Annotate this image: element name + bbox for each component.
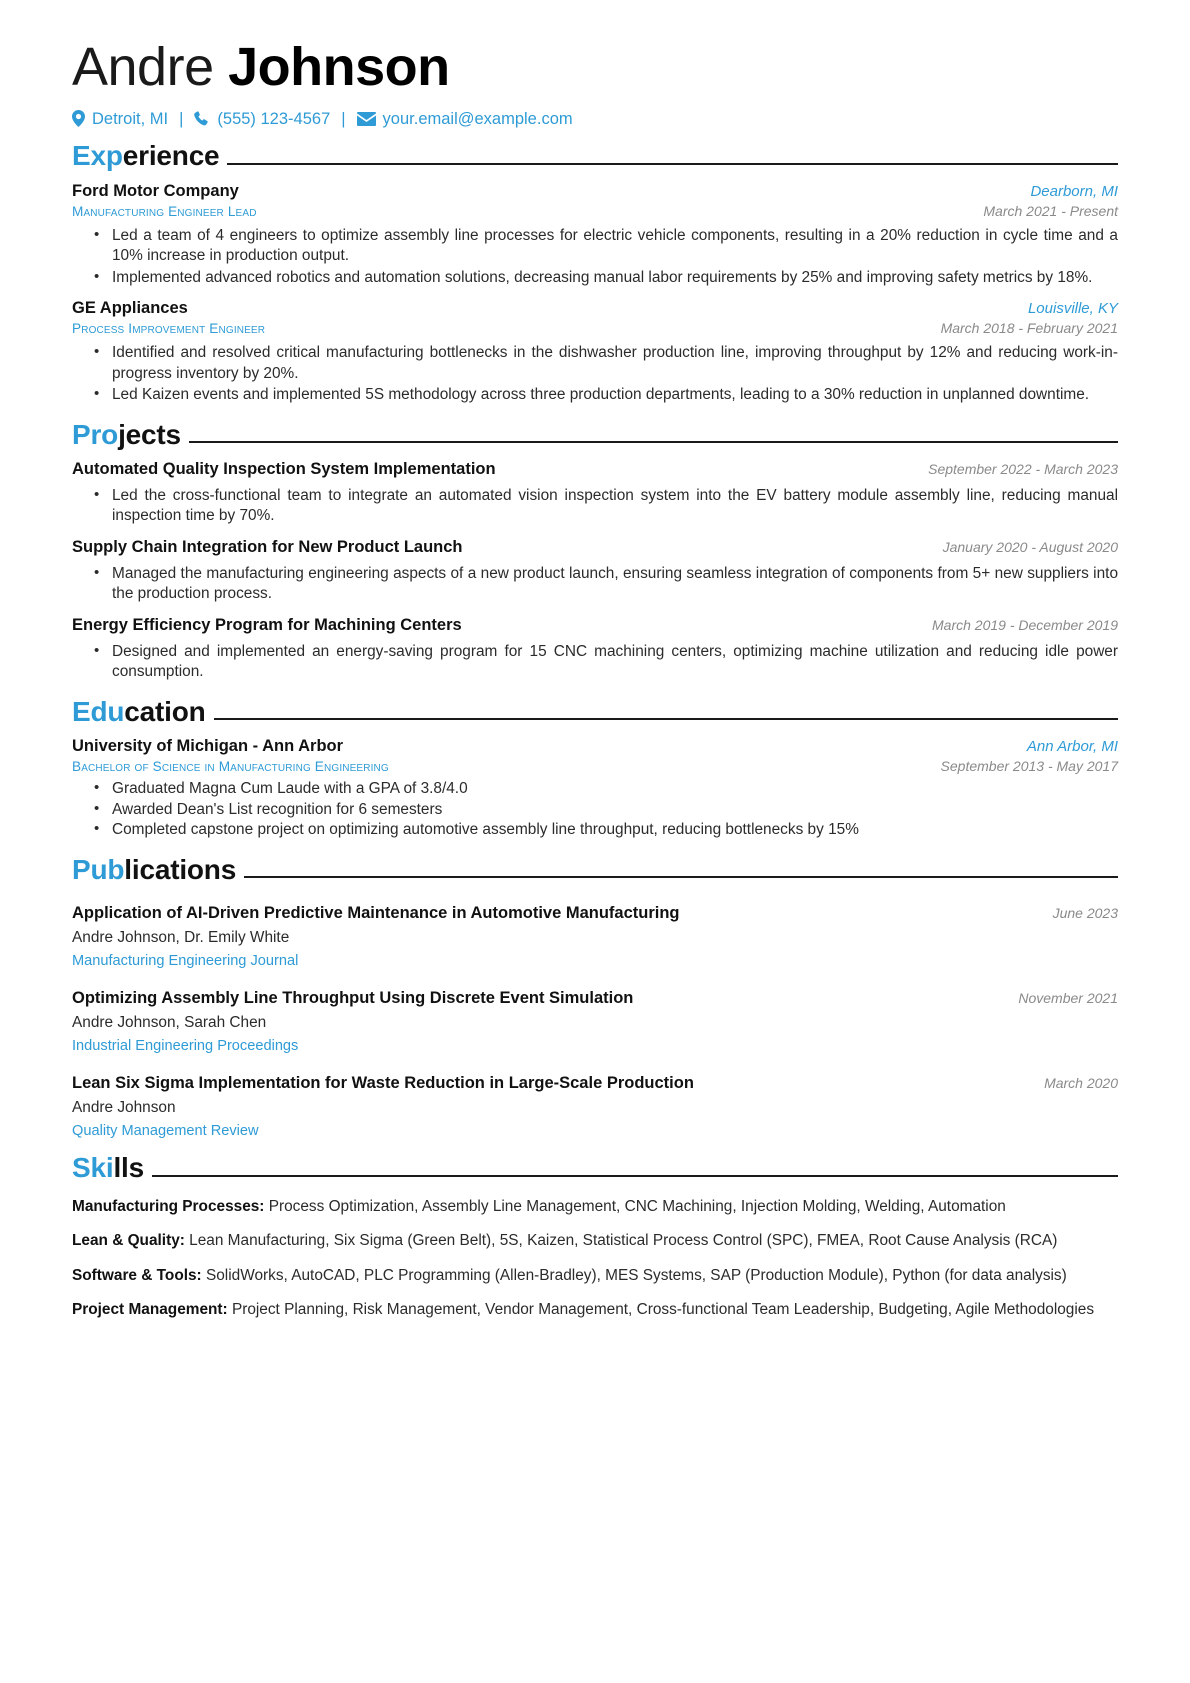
publication-journal: Industrial Engineering Proceedings	[72, 1038, 299, 1055]
publication-date: June 2023	[1052, 905, 1118, 922]
section-title-highlight: Pro	[72, 418, 119, 450]
publication-journal: Quality Management Review	[72, 1123, 259, 1140]
contact-separator-1: |	[179, 109, 184, 128]
envelope-icon	[357, 112, 376, 126]
project-name: Energy Efficiency Program for Machining Centers	[72, 615, 462, 634]
section-rule	[152, 1175, 1118, 1177]
publication-date: March 2020	[1044, 1075, 1118, 1092]
project-name: Supply Chain Integration for New Product Launch	[72, 537, 463, 556]
experience-organization: Ford Motor Company	[72, 181, 239, 200]
experience-bullet-list	[72, 343, 1118, 405]
skill-group	[72, 1266, 1118, 1286]
section-heading-experience	[72, 141, 1118, 170]
experience-entry	[72, 182, 1118, 288]
publication-title: Optimizing Assembly Line Throughput Using Discrete Event Simulation	[72, 989, 634, 1008]
skill-category: Lean & Quality:	[72, 1232, 185, 1250]
section-title-skills	[72, 1153, 144, 1182]
publication-title: Application of AI-Driven Predictive Maintenance in Automotive Manufacturing	[72, 904, 680, 923]
publication-entry	[72, 1074, 1118, 1139]
section-skills	[72, 1153, 1118, 1320]
experience-dates: March 2021 - Present	[983, 202, 1118, 219]
list-item: • Identified and resolved critical manufacturing bottlenecks in the dishwasher production line, improving throughput by 12% and reducing work-in-progress inventory by 20%.	[110, 343, 1118, 384]
section-rule	[244, 876, 1118, 878]
contact-separator-2: |	[341, 109, 346, 128]
skill-group	[72, 1300, 1118, 1320]
skill-items: Lean Manufacturing, Six Sigma (Green Belt), 5S, Kaizen, Statistical Process Control (SPC), FMEA, Root Cause Analysis (RCA)	[189, 1232, 1058, 1250]
phone-icon	[194, 111, 210, 127]
publication-journal: Manufacturing Engineering Journal	[72, 953, 299, 970]
section-title-education	[72, 697, 206, 726]
contact-line	[72, 110, 1118, 127]
section-title-highlight: Exp	[72, 140, 123, 172]
experience-organization: GE Appliances	[72, 299, 188, 318]
publication-entry	[72, 904, 1118, 969]
skill-items: SolidWorks, AutoCAD, PLC Programming (Allen-Bradley), MES Systems, SAP (Production Module), Python (for data analysis)	[205, 1266, 1067, 1284]
project-bullet-list	[72, 564, 1118, 605]
experience-dates: March 2018 - February 2021	[940, 320, 1118, 337]
project-bullet-list	[72, 486, 1118, 527]
list-item: • Completed capstone project on optimizing automotive assembly line throughput, reducing bottlenecks by 15%	[110, 820, 1118, 840]
skill-items: Process Optimization, Assembly Line Management, CNC Machining, Injection Molding, Welding, Automation	[268, 1197, 1006, 1215]
last-name: Johnson	[228, 37, 450, 97]
list-item: • Designed and implemented an energy-saving program for 15 CNC machining centers, optimizing machine utilization and reducing idle power consumption.	[110, 642, 1118, 683]
page-title	[72, 38, 1118, 96]
project-dates: January 2020 - August 2020	[942, 538, 1118, 555]
experience-entry	[72, 299, 1118, 405]
education-entry	[72, 737, 1118, 840]
project-dates: September 2022 - March 2023	[928, 461, 1118, 477]
section-title-experience	[72, 141, 219, 170]
publication-title: Lean Six Sigma Implementation for Waste Reduction in Large-Scale Production	[72, 1074, 694, 1093]
skill-category: Software & Tools:	[72, 1266, 202, 1284]
section-title-publications	[72, 855, 236, 884]
project-bullet-list	[72, 642, 1118, 683]
section-title-rest: lications	[124, 853, 237, 885]
project-name: Automated Quality Inspection System Implementation	[72, 460, 496, 478]
section-publications	[72, 855, 1118, 1139]
project-entry	[72, 538, 1118, 605]
section-heading-projects	[72, 420, 1118, 449]
publication-authors: Andre Johnson, Sarah Chen	[72, 1014, 267, 1032]
education-institution: University of Michigan - Ann Arbor	[72, 737, 344, 756]
section-rule	[189, 441, 1118, 443]
contact-location-text: Detroit, MI	[92, 109, 169, 128]
experience-location: Dearborn, MI	[1030, 182, 1118, 200]
resume-header	[72, 38, 1118, 127]
publication-date: November 2021	[1018, 990, 1118, 1007]
list-item: • Graduated Magna Cum Laude with a GPA of 3.8/4.0	[110, 779, 1118, 799]
location-pin-icon	[72, 110, 85, 127]
experience-location: Louisville, KY	[1027, 300, 1118, 318]
section-title-projects	[72, 420, 181, 449]
contact-phone-text: (555) 123-4567	[217, 109, 331, 128]
contact-location[interactable]	[72, 110, 168, 127]
experience-role: Process Improvement Engineer	[72, 321, 266, 337]
contact-phone[interactable]	[194, 111, 330, 128]
experience-bullet-list	[72, 226, 1118, 288]
section-title-rest: jects	[118, 418, 181, 450]
section-rule	[214, 718, 1118, 720]
project-dates: March 2019 - December 2019	[932, 616, 1118, 633]
section-title-rest: lls	[113, 1152, 144, 1184]
list-item: • Led the cross-functional team to integrate an automated vision inspection system into the EV battery module assembly line, reducing manual inspection time by 70%.	[110, 486, 1118, 527]
education-location: Ann Arbor, MI	[1026, 738, 1118, 756]
list-item: • Managed the manufacturing engineering aspects of a new product launch, ensuring seamless integration of components from 5+ new suppliers into the production process.	[110, 564, 1118, 605]
section-experience	[72, 141, 1118, 405]
project-entry	[72, 460, 1118, 527]
section-title-rest: erience	[122, 140, 220, 172]
skill-category: Project Management:	[72, 1300, 228, 1318]
section-title-highlight: Edu	[72, 695, 125, 727]
section-rule	[227, 163, 1118, 165]
section-title-highlight: Pub	[72, 853, 125, 885]
contact-email[interactable]	[357, 111, 573, 128]
skill-group	[72, 1231, 1118, 1251]
skill-category: Manufacturing Processes:	[72, 1197, 265, 1215]
list-item: • Led a team of 4 engineers to optimize assembly line processes for electric vehicle components, resulting in a 20% reduction in cycle time and a 10% increase in production output.	[110, 226, 1118, 267]
section-title-rest: cation	[124, 695, 206, 727]
section-projects	[72, 420, 1118, 683]
publication-authors: Andre Johnson	[72, 1099, 176, 1117]
section-heading-publications	[72, 855, 1118, 884]
section-education	[72, 697, 1118, 841]
experience-role: Manufacturing Engineer Lead	[72, 203, 257, 219]
skill-group	[72, 1197, 1118, 1217]
education-bullet-list	[72, 779, 1118, 840]
education-dates: September 2013 - May 2017	[940, 758, 1118, 775]
first-name: Andre	[72, 37, 214, 97]
list-item: • Led Kaizen events and implemented 5S methodology across three production departments, leading to a 30% reduction in unplanned downtime.	[110, 385, 1118, 405]
list-item: • Awarded Dean's List recognition for 6 semesters	[110, 800, 1118, 820]
skill-items: Project Planning, Risk Management, Vendor Management, Cross-functional Team Leadership, Budgeting, Agile Methodologies	[231, 1300, 1095, 1318]
section-title-highlight: Ski	[72, 1152, 114, 1184]
contact-email-text: your.email@example.com	[382, 109, 573, 128]
list-item: • Implemented advanced robotics and automation solutions, decreasing manual labor requirements by 25% and improving safety metrics by 18%.	[110, 268, 1118, 288]
publication-entry	[72, 989, 1118, 1054]
section-heading-education	[72, 697, 1118, 726]
section-heading-skills	[72, 1153, 1118, 1182]
education-degree: Bachelor of Science in Manufacturing Engineering	[72, 759, 389, 775]
publication-authors: Andre Johnson, Dr. Emily White	[72, 929, 290, 947]
project-entry	[72, 616, 1118, 683]
